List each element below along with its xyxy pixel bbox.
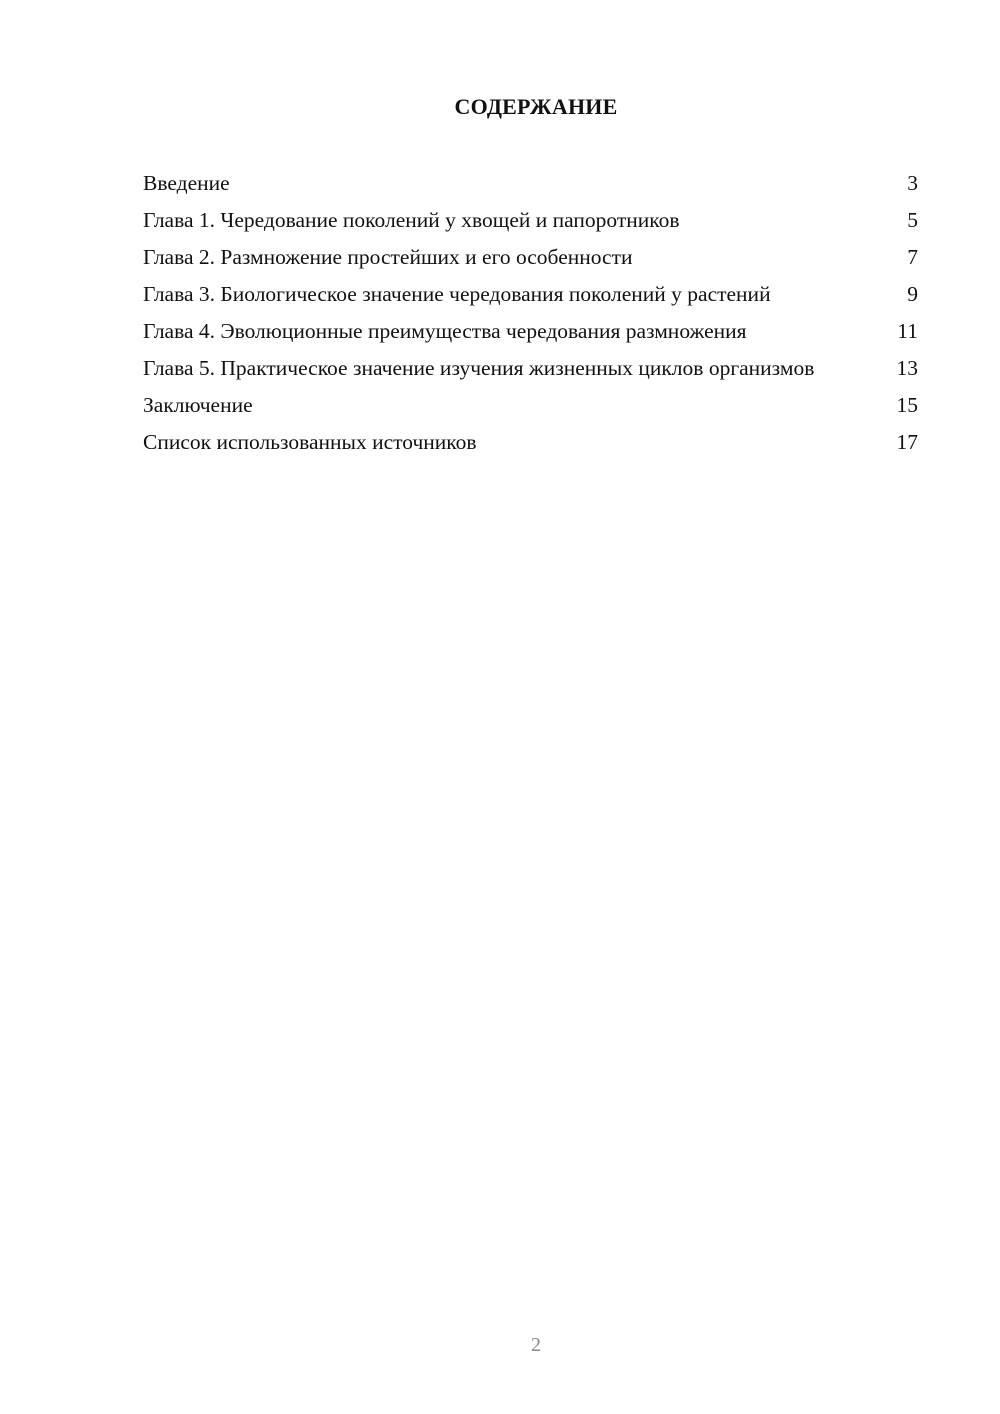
toc-entry-page: 17 — [896, 430, 918, 454]
toc-entry-introduction[interactable] — [143, 170, 918, 197]
toc-entry-title: Глава 2. Размножение простейших и его особенности — [143, 245, 633, 269]
toc-entry-chapter-5[interactable] — [143, 355, 918, 382]
toc-entry-title: Глава 5. Практическое значение изучения жизненных циклов организмов — [143, 356, 815, 380]
page-title: СОДЕРЖАНИЕ — [454, 94, 618, 119]
toc-entry-title: Глава 1. Чередование поколений у хвощей и папоротников — [143, 208, 680, 232]
toc-entry-chapter-3[interactable] — [143, 281, 918, 308]
toc-entry-page: 3 — [907, 171, 918, 195]
toc-entry-references[interactable] — [143, 429, 918, 456]
table-of-contents — [143, 170, 918, 466]
toc-entry-title: Глава 4. Эволюционные преимущества чередования размножения — [143, 319, 747, 343]
toc-entry-title: Глава 3. Биологическое значение чередования поколений у растений — [143, 282, 771, 306]
toc-entry-page: 13 — [896, 356, 918, 380]
toc-entry-conclusion[interactable] — [143, 392, 918, 419]
toc-entry-page: 9 — [907, 282, 918, 306]
toc-entry-title: Введение — [143, 171, 230, 195]
toc-entry-page: 11 — [897, 319, 918, 343]
toc-entry-title: Заключение — [143, 393, 253, 417]
toc-entry-chapter-1[interactable] — [143, 207, 918, 234]
toc-entry-page: 7 — [907, 245, 918, 269]
toc-entry-page: 15 — [896, 393, 918, 417]
toc-entry-page: 5 — [907, 208, 918, 232]
toc-entry-title: Список использованных источников — [143, 430, 477, 454]
toc-entry-chapter-4[interactable] — [143, 318, 918, 345]
page-number: 2 — [531, 1334, 541, 1356]
toc-entry-chapter-2[interactable] — [143, 244, 918, 271]
